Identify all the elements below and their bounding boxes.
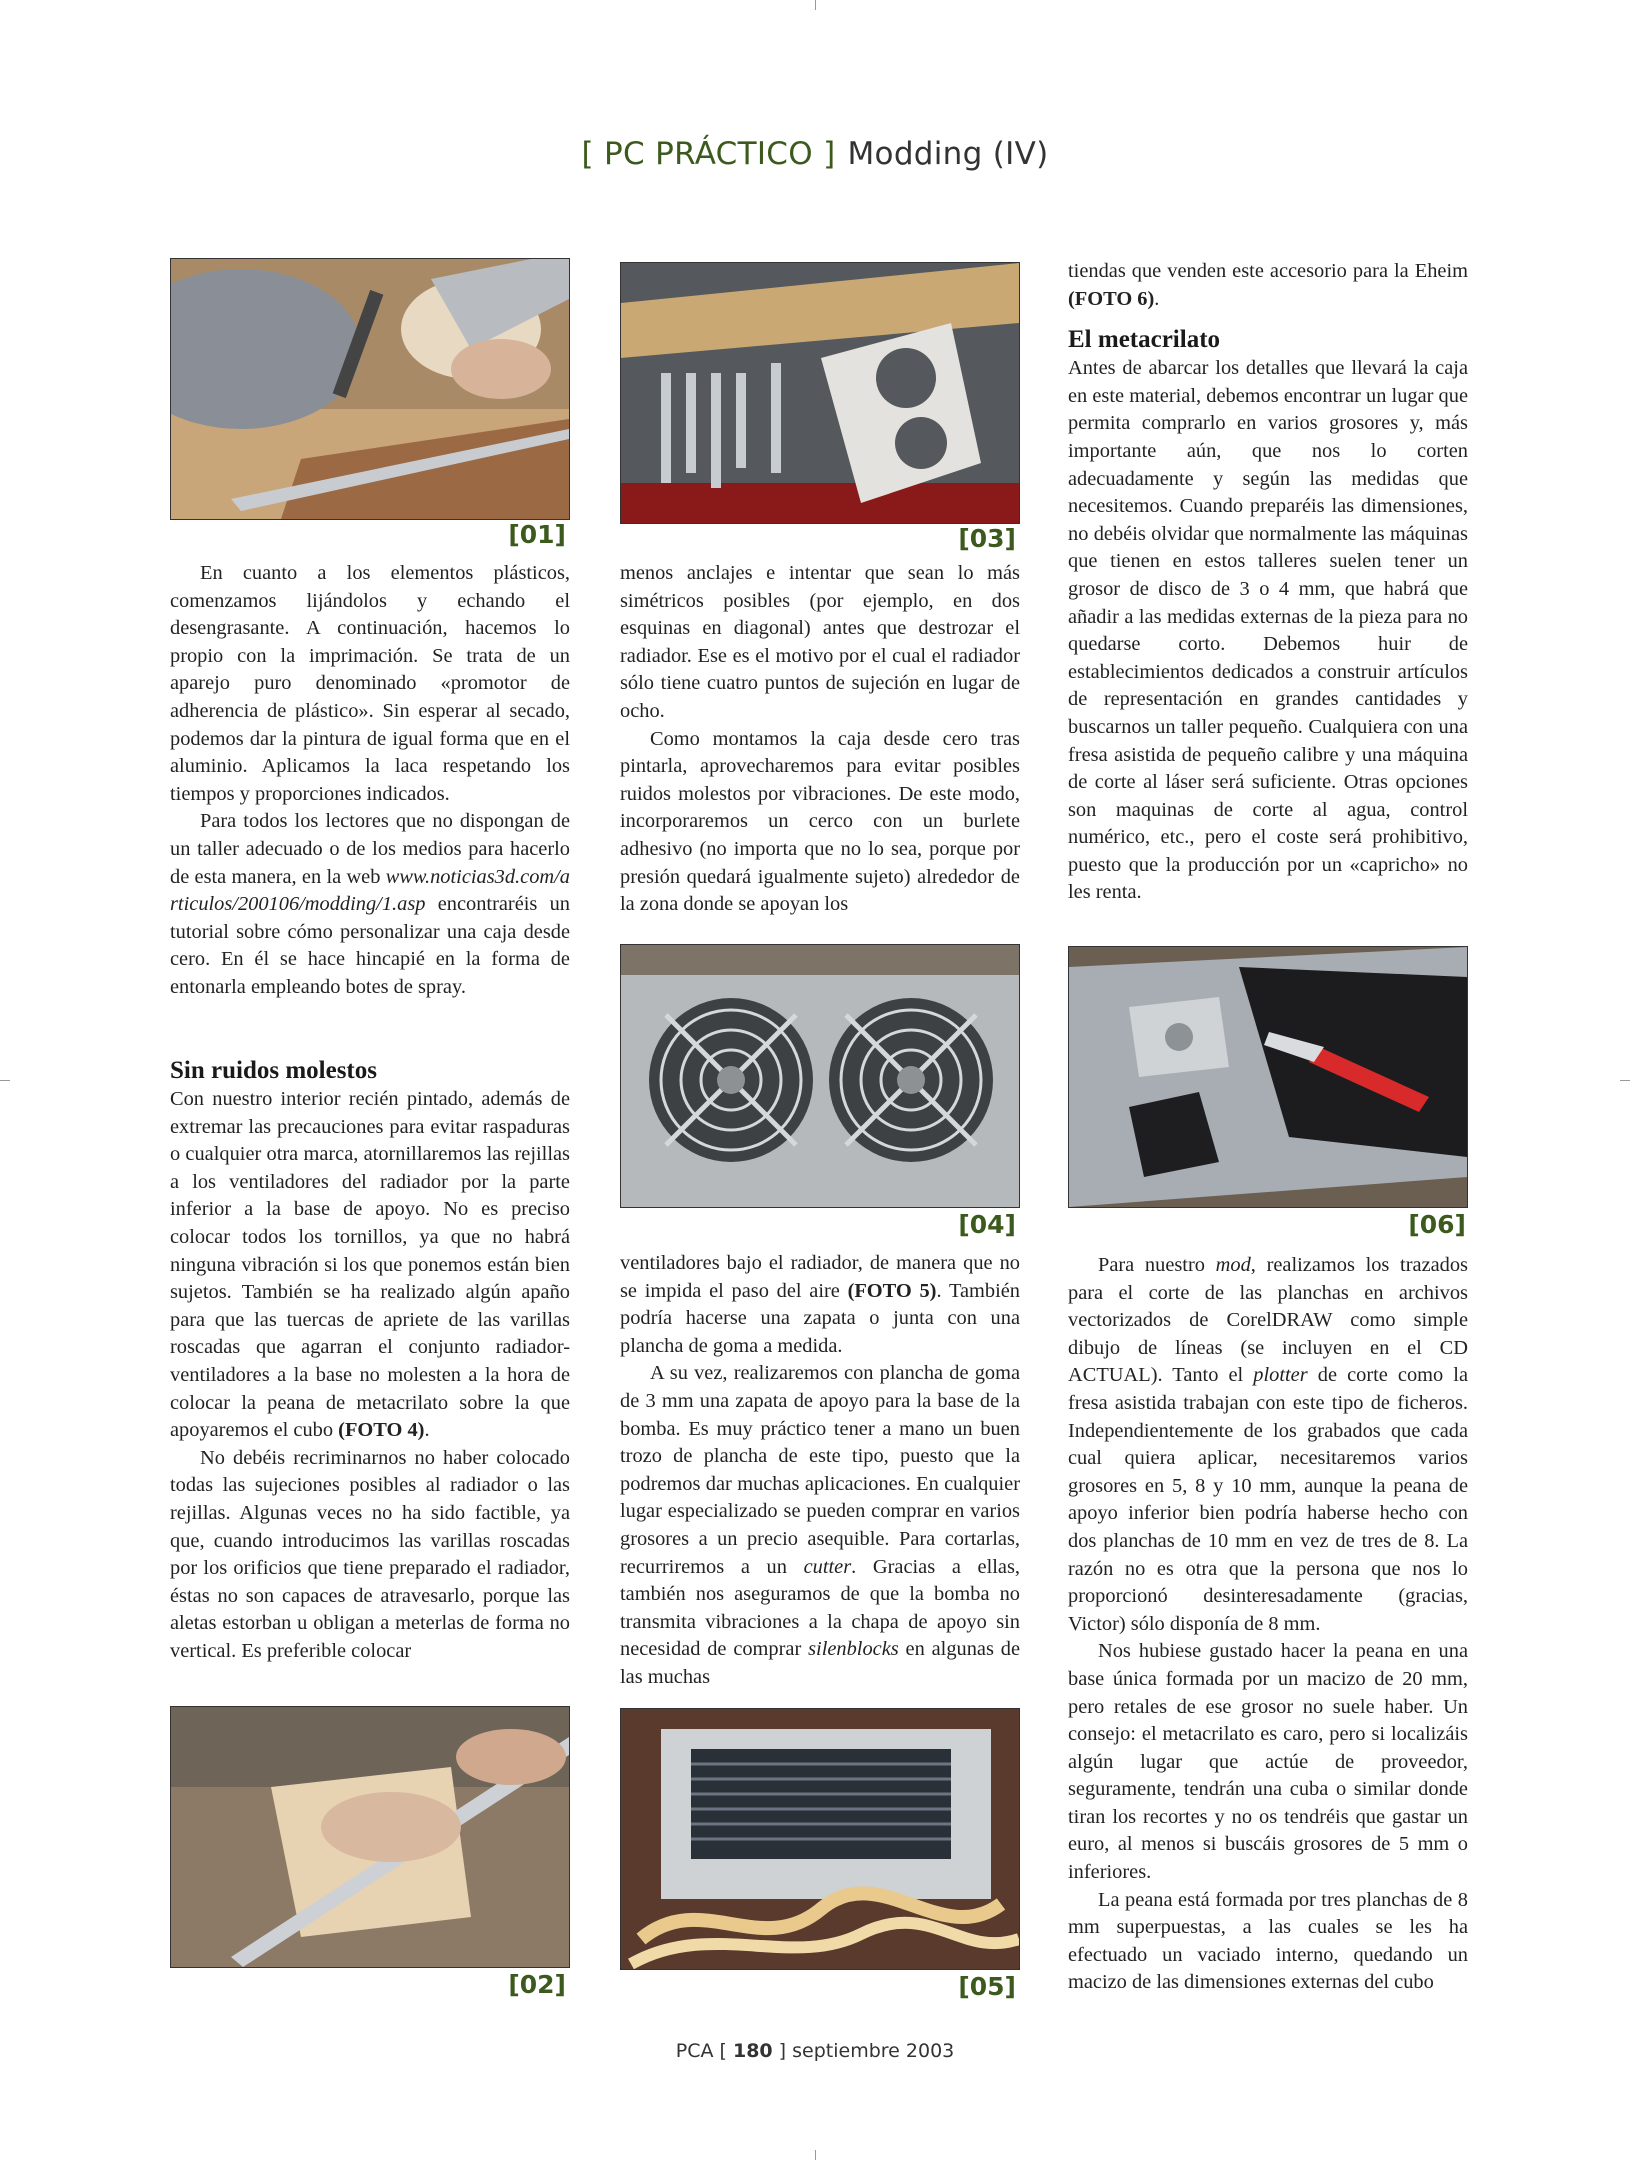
footer-magazine: PCA xyxy=(675,2040,714,2062)
cutting-photo-icon xyxy=(171,1707,569,1967)
col2-para-3: ventiladores bajo el radiador, de manera que no se impida el paso del aire (FOTO 5). También podría hacerse una zapata o junta con una plancha de goma a medida. xyxy=(620,1252,1020,1357)
caption-06: [06] xyxy=(1408,1210,1466,1239)
radiator-photo-icon xyxy=(621,1709,1019,1969)
fans-photo-icon xyxy=(621,945,1019,1207)
col3-para-2: Antes de abarcar los detalles que llevará la caja en este material, debemos encontrar un lugar que permita comprarlo en varios grosores y, más importante aún, que nos lo corten adecuadamente y según las medidas que necesitemos. Cuando preparéis las dimensiones, no debéis olvidar que normalmente las máquinas que tienen en estos talleres suelen tener un grosor de disco de 3 o 4 mm, que habrá que añadir a las medidas externas de la pieza para no quedarse corto. Debemos huir de establecimientos dedicados a construir artículos de representación en grandes cantidades y buscarnos un taller pequeño. Cualquiera con una fresa asistida de pequeño calibre y una máquina de corte al láser será suficiente. Otras opciones son maquinas de corte al agua, control numérico, etc., pero el coste será prohibitivo, puesto que la producción por un «capricho» no les renta. xyxy=(1068,357,1468,904)
footer-page-number: 180 xyxy=(732,2040,773,2062)
col2-text-bottom xyxy=(620,1250,1020,1692)
page-footer: PCA [ 180 ] septiembre 2003 xyxy=(675,2040,955,2062)
photo-01 xyxy=(170,258,570,520)
methacrylate-cutter-photo-icon xyxy=(1069,947,1467,1207)
crop-mark-right xyxy=(1620,1080,1630,1081)
caption-04: [04] xyxy=(958,1210,1016,1239)
caption-05: [05] xyxy=(958,1972,1016,2001)
col3-para-5: La peana está formada por tres planchas de 8 mm superpuestas, a las cuales se les ha efectuado un vaciado interno, quedando un macizo de las dimensiones externas del cubo xyxy=(1068,1888,1468,1994)
sanding-photo-icon xyxy=(171,259,569,519)
caption-01: [01] xyxy=(508,520,566,549)
caption-02: [02] xyxy=(508,1970,566,1999)
article-topic: Modding (IV) xyxy=(847,136,1049,172)
page-header xyxy=(0,136,1630,172)
caption-03: [03] xyxy=(958,524,1016,553)
crop-mark-top xyxy=(815,0,816,10)
col3-text-bottom xyxy=(1068,1252,1468,1997)
col3-text-top xyxy=(1068,258,1468,907)
col1-para-1: En cuanto a los elementos plásticos, comenzamos lijándolos y echando el desengrasante. A continuación, hacemos lo propio con la imprimación. Se trata de un aparejo puro denominado «promotor de adherencia de plástico». Sin esperar al secado, podemos dar la pintura de igual forma que en el aluminio. Aplicamos la laca respetando los tiempos y proporciones indicados. xyxy=(170,562,570,805)
crop-mark-left xyxy=(0,1080,10,1081)
col1-para-2: Para todos los lectores que no dispongan de un taller adecuado o de los medios para hacerlo de esta manera, en la web www.noticias3d.com/articulos/200106/modding/1.asp encontraréis un tutorial sobre cómo personalizar una caja desde cero. En él se hace hincapié en la forma de entonarla empleando botes de spray. xyxy=(170,810,570,998)
col1-para-3: Con nuestro interior recién pintado, además de extremar las precauciones para evitar raspaduras o cualquier otra marca, atornillaremos las rejillas a los ventiladores del radiador por la parte inferior a la base de apoyo. No es preciso colocar todos los tornillos, ya que no habrá ninguna vibración si los que ponemos están bien sujetos. También se ha realizado algún apaño para que las tuercas de apriete de las varillas roscadas que agarran el conjunto radiador-ventiladores a la base no molesten a la hora de colocar la peana de metacrilato sobre la que apoyaremos el cubo (FOTO 4). xyxy=(170,1088,570,1442)
heading-metacrilato: El metacrilato xyxy=(1068,326,1221,354)
col1-para-4: No debéis recriminarnos no haber colocado todas las sujeciones posibles al radiador o las rejillas. Algunas veces no ha sido factible, ya que, cuando introducimos las varillas roscadas por los orificios que tiene preparado el radiador, éstas no son capaces de atravesarlo, porque las aletas estorban u obligan a meterlas de forma no vertical. Es preferible colocar xyxy=(170,1446,570,1662)
photo-03 xyxy=(620,262,1020,524)
section-title: [ PC PRÁCTICO ] xyxy=(581,136,836,172)
crop-mark-bottom xyxy=(815,2150,816,2160)
photo-05 xyxy=(620,1708,1020,1970)
col2-text-top xyxy=(620,560,1020,919)
heading-sin-ruidos: Sin ruidos molestos xyxy=(170,1057,377,1084)
photo-02 xyxy=(170,1706,570,1968)
col1-text-mid xyxy=(170,1056,570,1665)
footer-date: septiembre 2003 xyxy=(792,2040,955,2062)
col1-text-top xyxy=(170,560,570,1002)
photo-04 xyxy=(620,944,1020,1208)
hanging-parts-photo-icon xyxy=(621,263,1019,523)
col3-para-4: Nos hubiese gustado hacer la peana en una base única formada por un macizo de 20 mm, pero retales de ese grosor no suele haber. Un consejo: el metacrilato es caro, pero si localizáis algún lugar que actúe de proveedor, seguramente, tendrán una cuba o similar donde tiran los recortes y no os tendréis que gastar un euro, al menos si buscáis grosores de 5 mm o inferiores. xyxy=(1068,1640,1468,1884)
tutorial-link: www.noticias3d.com/articulos/200106/modding/1.asp xyxy=(170,865,570,916)
col2-para-2: Como montamos la caja desde cero tras pintarla, aprovecharemos para evitar posibles ruidos molestos por vibraciones. De este modo, incorporaremos un cerco con un burlete adhesivo (no importa que no lo sea, porque por presión quedará igualmente sujeto) alrededor de la zona donde se apoyan los xyxy=(620,727,1020,916)
photo-06 xyxy=(1068,946,1468,1208)
col2-para-4: A su vez, realizaremos con plancha de goma de 3 mm una zapata de apoyo para la base de la bomba. Es muy práctico tener a mano un buen trozo de plancha de este tipo, puesto que la podremos dar muchas aplicaciones. En cualquier lugar especializado se pueden comprar en varios grosores a un precio asequible. Para cortarlas, recurriremos a un cutter. Gracias a ellas, también nos aseguramos de que la bomba no transmita vibraciones a la chapa de apoyo sin necesidad de comprar silenblocks en algunas de las muchas xyxy=(620,1362,1021,1688)
col3-para-3: Para nuestro mod, realizamos los trazados para el corte de las planchas en archivos vectorizados de CorelDRAW como simple dibujo de líneas (se incluyen en el CD ACTUAL). Tanto el plotter de corte como la fresa asistida trabajan con este tipo de ficheros. Independientemente de los grabados que cada cual quiera aplicar, necesitaremos varios grosores en 5, 8 y 10 mm, aunque la peana de apoyo inferior bien podría haberse hecho con dos planchas de 10 mm en vez de tres de 8. La razón no es otra que la persona que nos lo proporcionó desinteresadamente (gracias, Victor) sólo disponía de 8 mm. xyxy=(1068,1254,1468,1635)
col2-para-1: menos anclajes e intentar que sean lo más simétricos posibles (por ejemplo, en dos esquinas en diagonal) antes que destrozar el radiador. Ese es el motivo por el cual el radiador sólo tiene cuatro puntos de sujeción en lugar de ocho. xyxy=(620,562,1020,722)
col3-para-1: tiendas que venden este accesorio para la Eheim (FOTO 6). xyxy=(1068,260,1468,310)
